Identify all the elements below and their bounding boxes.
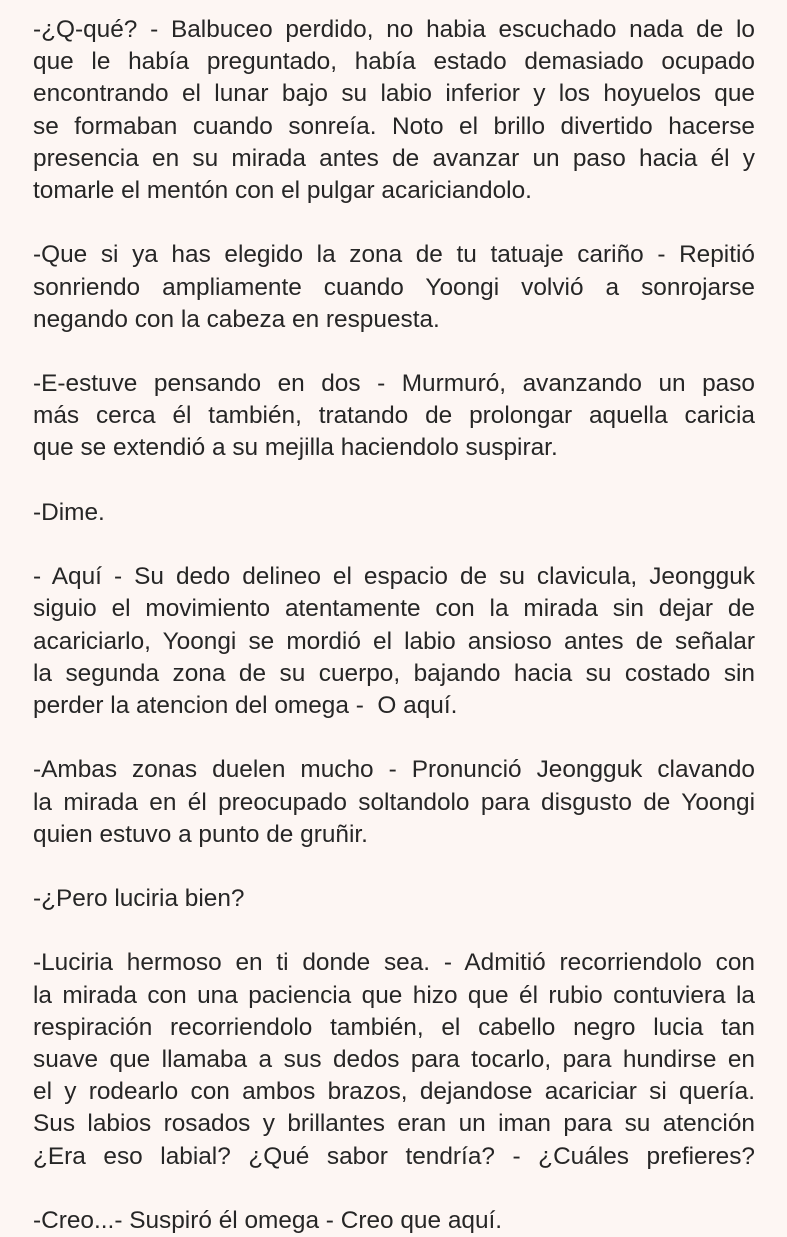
text-line: -Que si ya has elegido la zona de tu tatuaje cariño - Repitió [33, 241, 755, 269]
text-line: la mirada en él preocupado soltandolo para disgusto de Yoongi [33, 788, 755, 816]
paragraph-gap [33, 207, 755, 239]
text-line: la segunda zona de su cuerpo, bajando hacia su costado sin [33, 659, 755, 687]
text-line: Sus labios rosados y brillantes eran un iman para su atención [33, 1110, 755, 1138]
paragraph-gap [33, 336, 755, 368]
text-line: tomarle el mentón con el pulgar acariciandolo. [33, 176, 532, 204]
text-line: negando con la cabeza en respuesta. [33, 305, 440, 333]
text-line: que le había preguntado, había estado demasiado ocupado [33, 48, 755, 76]
text-line: -Dime. [33, 498, 105, 526]
paragraph [33, 14, 755, 207]
text-line: el y rodearlo con ambos brazos, dejandose acariciar si quería. [33, 1078, 755, 1106]
text-line: - Aquí - Su dedo delineo el espacio de su clavicula, Jeongguk [33, 563, 755, 591]
paragraph [33, 754, 755, 851]
paragraph [33, 368, 755, 465]
paragraph [33, 239, 755, 336]
text-line: se formaban cuando sonreía. Noto el brillo divertido hacerse [33, 112, 755, 140]
paragraph [33, 561, 755, 722]
text-line: acariciarlo, Yoongi se mordió el labio ansioso antes de señalar [33, 627, 755, 655]
paragraph-gap [33, 529, 755, 561]
paragraph-gap [33, 851, 755, 883]
text-line: respiración recorriendolo también, el cabello negro lucia tan [33, 1013, 755, 1041]
text-line: encontrando el lunar bajo su labio inferior y los hoyuelos que [33, 80, 755, 108]
paragraph [33, 883, 755, 915]
text-line: -Luciria hermoso en ti donde sea. - Admitió recorriendolo con [33, 949, 755, 977]
paragraph-gap [33, 1173, 755, 1205]
paragraph [33, 947, 755, 1172]
text-line: sonriendo ampliamente cuando Yoongi volvió a sonrojarse [33, 273, 755, 301]
text-line: suave que llamaba a sus dedos para tocarlo, para hundirse en [33, 1046, 755, 1073]
text-line: perder la atencion del omega - O aquí. [33, 691, 458, 719]
paragraph-gap [33, 915, 755, 947]
paragraph-gap [33, 465, 755, 497]
text-line: que se extendió a su mejilla haciendolo suspirar. [33, 434, 558, 462]
text-line: presencia en su mirada antes de avanzar un paso hacia él y [33, 144, 755, 172]
text-line: ¿Era eso labial? ¿Qué sabor tendría? - ¿Cuáles prefieres? [33, 1142, 755, 1170]
text-line: más cerca él también, tratando de prolongar aquella caricia [33, 402, 755, 430]
paragraph [33, 1205, 755, 1237]
text-line: la mirada con una paciencia que hizo que él rubio contuviera la [33, 981, 755, 1009]
text-line: quien estuvo a punto de gruñir. [33, 820, 368, 848]
text-line: -¿Pero luciria bien? [33, 885, 245, 913]
text-line: -Ambas zonas duelen mucho - Pronunció Jeongguk clavando [33, 756, 755, 784]
paragraph-gap [33, 722, 755, 754]
text-line: siguio el movimiento atentamente con la mirada sin dejar de [33, 595, 755, 623]
text-line: -Creo...- Suspiró él omega - Creo que aquí. [33, 1206, 503, 1234]
paragraph [33, 497, 755, 529]
text-line: -E-estuve pensando en dos - Murmuró, avanzando un paso [33, 370, 755, 398]
text-line: -¿Q-qué? - Balbuceo perdido, no habia escuchado nada de lo [33, 16, 755, 43]
